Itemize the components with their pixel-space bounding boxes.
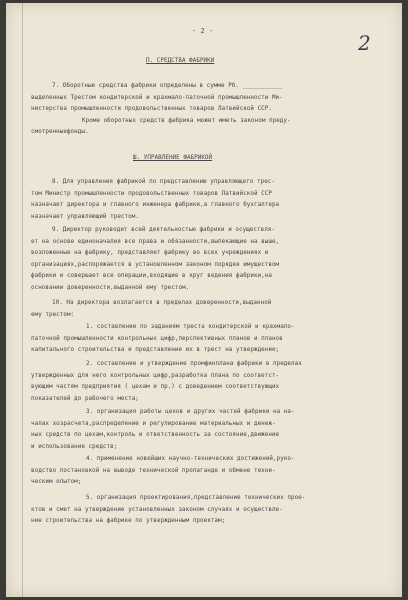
paragraph-line: выделенных Трестом кондитерской и крахмало-паточной промышленности Ми- [31,94,283,101]
list-item-line: показателей до рабочего места; [31,395,139,402]
paragraph-line: возложенные на фабрику, представляет фабрику во всех учреждениях и [31,250,269,256]
paragraph-line: ет на основе единоначалия все права и обязанности,выпекающие на выше, [31,238,280,245]
list-item-line: чалах хозрасчета,распределение и регулирование материальных и денеж- [31,420,276,427]
paragraph-line: 7. Оборотные средства фабрики определены в сумме Рб. ___________ [52,83,283,89]
paragraph-line: назначает управляющий трестом. [31,213,139,220]
document-page [6,3,402,597]
document-text [6,3,402,597]
list-item-line: ние строительства на фабрике по утвержденным проектам; [31,518,226,524]
section-heading: П. СРЕДСТВА ФАБРИКИ [146,58,215,64]
list-item-line: ных средств по цехам,контроль и ответственность за состояние,движение [31,432,280,438]
list-item-line: 4. применение новейших научно-технических достижений,руко- [86,456,295,462]
list-item-line: и использование средств; [31,443,118,450]
paragraph-line: нистерства промышленности продовольственных товаров Латвийской ССР. [31,106,272,112]
paragraph-line: том Министр промышленности продовольственных товаров Латвийской ССР [31,190,272,197]
paragraph-line: 8. Для управления фабрикой по представлению управляющего трес- [52,179,275,185]
page-number: - 2 - [192,27,214,35]
paragraph-line: фабрики и совершает все операции,входящие в круг ведения фабрики,на [31,273,272,279]
list-item-line: утвержденных для него контрольных цифр,разработка плана по соответст- [31,372,280,379]
list-item-line: 2. составление и утверждение промфинплана фабрики в пределах [86,361,302,367]
list-item-line: ктов и смет на утверждение установленных законом случаях и осуществле- [31,506,283,513]
list-item-line: водство постановкой на выводе технической пропаганде и обмене техни- [31,467,276,474]
list-item-line: вующим частям предприятия ( цехам и пр.) с доведением соответствующих [31,384,280,390]
paragraph-line: 9. Директор руководит всей деятельностью фабрики и осуществля- [52,227,275,233]
list-item-line: паточной промышленности контрольных цифр,перспективных планов и планов [31,335,283,342]
list-item-line: 1. составление по заданиям треста кондитерской и крахмало- [86,324,295,330]
list-item-line: ческим опытом; [31,479,82,485]
paragraph-line: ему трестом: [31,311,75,318]
list-item-line: капитального строительства и представление их в трест на утверждение; [31,347,280,353]
paragraph-line: Кроме оборотных средств фабрика может иметь законом преду- [82,117,291,124]
paragraph-line: смотренныефонды. [31,129,89,135]
paragraph-line: основании доверенности,выданной ему трестом. [31,284,190,291]
handwritten-page-number: 2 [358,31,371,55]
paragraph-line: 10. На директора возлагается в пределах доверенности,выданной [52,300,272,306]
list-item-line: 5. организация проектирования,представление технических прое- [86,495,306,501]
paragraph-line: организациях,распоряжается в установленном законом порядке имуществом [31,261,280,268]
paragraph-line: назначает директора и главного инженера фабрики,а главного бухгалтера [31,202,280,208]
section-heading: Ш. УПРАВЛЕНИЕ ФАБРИКОЙ [133,155,213,161]
list-item-line: 3. организация работы цехов и других частей фабрики на на- [86,409,295,415]
